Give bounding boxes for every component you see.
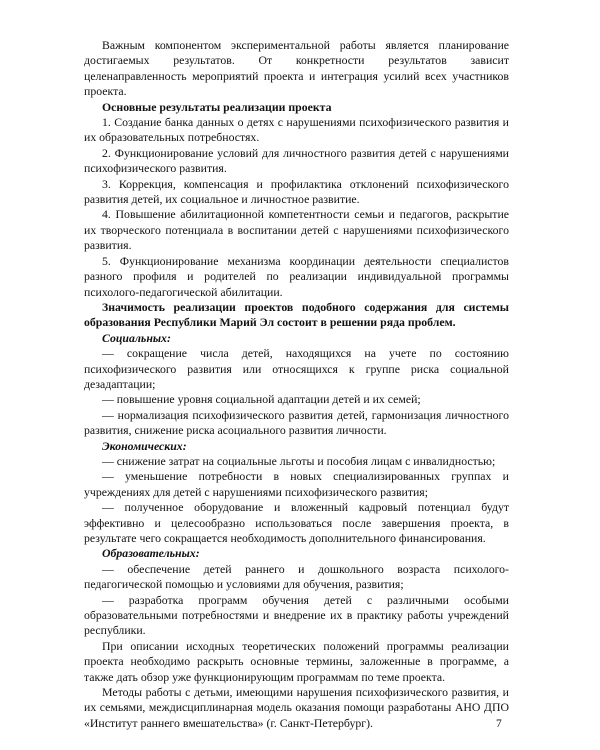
- document-page: [84, 38, 509, 731]
- intro-paragraph: Важным компонентом экспериментальной работы является планирование достигаемых результатов. От конкретности результатов зависит целенаправленность мероприятий проекта и интеграция усилий всех участников проекта.: [84, 38, 509, 99]
- economic-item-2: — уменьшение потребности в новых специализированных группах и учреждениях для детей с нарушениями психофизического развития;: [84, 469, 509, 499]
- economic-heading: Экономических:: [102, 438, 187, 453]
- social-heading: Социальных:: [102, 330, 171, 345]
- economic-item-3: — полученное оборудование и вложенный кадровый потенциал будут эффективно и целесообразно использоваться после завершения проекта, в результате чего сокращается необходимость дополнительного финансирования.: [84, 500, 509, 545]
- educational-heading-text: Образовательных: [102, 546, 196, 561]
- social-item-3: — нормализация психофизического развития детей, гармонизация личностного развития, снижение риска асоциального развития личности.: [84, 407, 509, 438]
- economic-heading-text: Экономических: [102, 438, 183, 453]
- result-item-2: 2. Функционирование условий для личностного развития детей с нарушениями психофизического развития.: [84, 145, 509, 176]
- social-heading-text: Социальных: [102, 330, 167, 345]
- result-item-1: 1. Создание банка данных о детях с нарушениями психофизического развития и их образовательных потребностях.: [84, 115, 509, 145]
- closing-paragraph-1: При описании исходных теоретических положений программы реализации проекта необходимо раскрыть основные термины, заложенные в программе, а также дать обзор уже функционирующим программам по теме проекта.: [84, 638, 509, 684]
- page-number: 7: [496, 718, 502, 730]
- closing-paragraph-2: Методы работы с детьми, имеющими нарушения психофизического развития, и их семьями, междисциплинарная модель оказания помощи разработаны АНО ДПО «Институт раннего вмешательства» (г. Санкт-Петербург).: [84, 685, 509, 730]
- social-item-2: — повышение уровня социальной адаптации детей и их семей;: [102, 392, 421, 407]
- significance-heading-text: Значимость реализации проектов подобного содержания для системы образования Республики Марий Эл состоит в решении ряда проблем: [84, 299, 509, 330]
- result-item-3: 3. Коррекция, компенсация и профилактика отклонений психофизического развития детей, их социальное и личностное развитие.: [84, 176, 509, 207]
- educational-item-1: — обеспечение детей раннего и дошкольного возраста психолого-педагогической помощью и условиями для обучения, развития;: [84, 561, 509, 592]
- educational-item-2: — разработка программ обучения детей с различными особыми образовательными потребностями и внедрение их в практику работы учреждений республики.: [84, 592, 509, 638]
- educational-heading: Образовательных:: [102, 546, 200, 561]
- significance-heading: Значимость реализации проектов подобного содержания для системы образования Республики Марий Эл состоит в решении ряда проблем.: [84, 299, 509, 330]
- results-heading: Основные результаты реализации проекта: [102, 99, 332, 114]
- result-item-5: 5. Функционирование механизма координации деятельности специалистов разного профиля и родителей по реализации индивидуальной программы психолого-педагогической абилитации.: [84, 253, 509, 299]
- economic-item-1: — снижение затрат на социальные льготы и пособия лицам с инвалидностью;: [102, 453, 496, 468]
- social-item-1: — сокращение числа детей, находящихся на учете по состоянию психофизического развития или относящихся к группе риска социальной дезадаптации;: [84, 346, 509, 391]
- result-item-4: 4. Повышение абилитационной компетентности семьи и педагогов, раскрытие их творческого потенциала в воспитании детей с нарушениями психофизического развития.: [84, 207, 509, 253]
